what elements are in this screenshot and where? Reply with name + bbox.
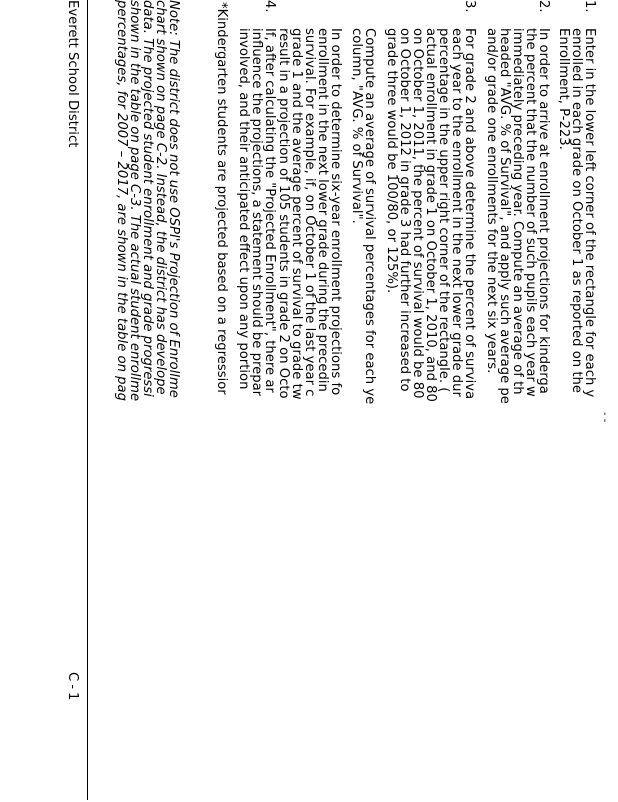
paragraph-line: result in a projection of 105 students in grade 2 on Octo (276, 28, 291, 399)
item-line: each year to the enrollment in the next lower grade dur (449, 28, 464, 397)
item-line: Enter in the lower left corner of the rectangle for each y (582, 28, 597, 398)
top-mark: - - (599, 412, 610, 423)
item-line: grade three would be 100/80, or 125%). (384, 28, 399, 294)
footer-district-name: Everett School District (65, 0, 80, 148)
item-line: influence the projections, a statement should be prepar (249, 28, 264, 397)
item-line: and/or grade one enrollments for the next six years. (484, 28, 499, 374)
item-line: For grade 2 and above determine the percent of surviva (462, 28, 477, 400)
item-line: involved, and their anticipated effect upon any portion (236, 28, 251, 390)
item-line: headed "AVG. % of Survival", and apply such average pe (497, 28, 512, 404)
item-line: on October 1, 2012 in grade 3 had further increased to (397, 28, 412, 392)
note-line: Note: The district does not use OSPI's Projection of Enrollme (166, 0, 181, 398)
item-number: 3. (462, 0, 477, 13)
item-line: enrolled in each grade on October 1 as reported on the (569, 28, 584, 393)
item-number: 2. (536, 0, 551, 13)
paragraph-line: column, "AVG. % of Survival". (349, 28, 364, 224)
note-line: chart shown on page C-2. Instead, the district has develope (153, 0, 168, 395)
paragraph-line: In order to determine six-year enrollment projections fo (328, 28, 343, 396)
kindergarten-footnote: *Kindergarten students are projected based on a regressior (214, 2, 229, 395)
paragraph-line: enrollment in the next lower grade during the precedin (315, 28, 330, 392)
note-line: percentages, for 2007 – 2017, are shown in the table on pag (114, 0, 129, 401)
item-line: the percent that the number of such pupils each year w (523, 28, 538, 397)
item-line: on October 1, 2011, the percent of survival would be 80 (410, 28, 425, 399)
paragraph-line: survival. For example, if, on October 1 of the last year c (302, 28, 317, 397)
item-line: Enrollment, P-223. (556, 28, 571, 150)
item-number: 1. (582, 0, 597, 13)
note-line: shown in the table on page C-3. The actual student enrollme (127, 0, 142, 402)
item-line: immediately preceding year. Compute an average of th (510, 28, 525, 395)
item-line: If, after calculating the "Projected Enrollment", there ar (262, 28, 277, 393)
item-line: percentage in the upper right corner of the rectangle. ( (436, 28, 451, 393)
footer-rule (87, 0, 88, 800)
item-line: In order to arrive at enrollment projections for kinderga (536, 28, 551, 394)
paragraph-line: grade 1 and the average percent of survival to grade tw (289, 28, 304, 400)
paragraph-line: Compute an average of survival percentages for each ye (362, 28, 377, 405)
item-line: actual enrollment in grade 1 on October 1, 2010, and 80 (423, 28, 438, 402)
item-number: 4. (262, 0, 277, 13)
footer-page-number: C-1 (65, 672, 80, 704)
note-line: data. The projected student enrollment and grade progressi (140, 0, 155, 397)
